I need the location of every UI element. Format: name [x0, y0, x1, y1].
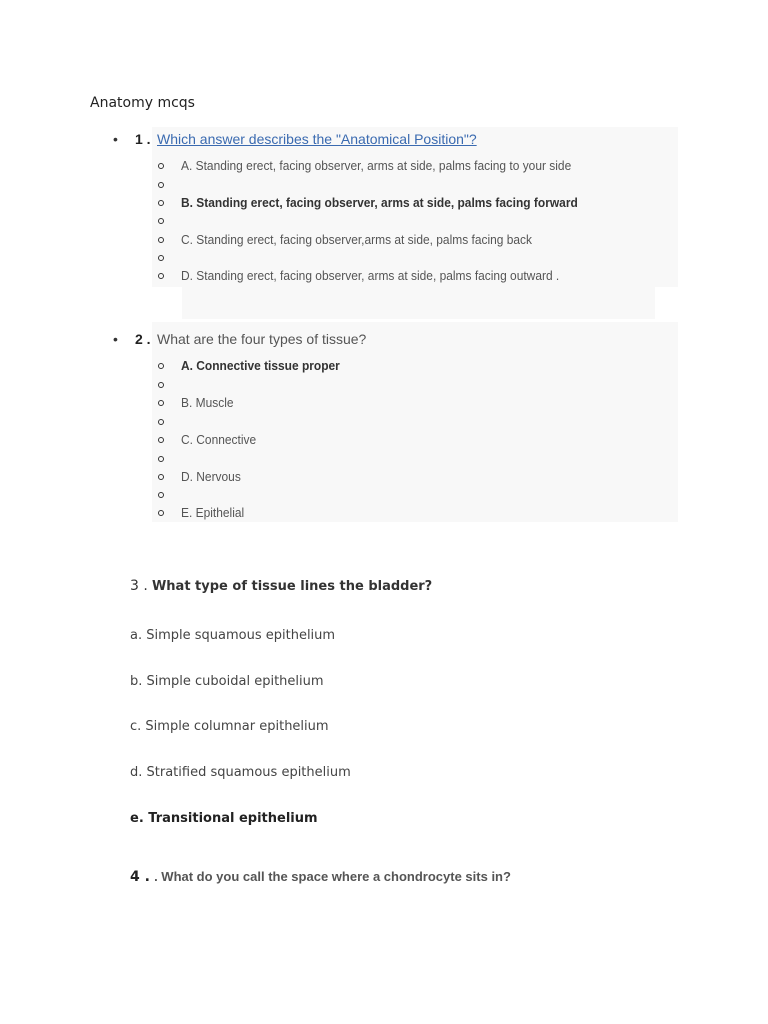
list-circle-icon — [158, 163, 164, 169]
list-circle-icon — [158, 363, 164, 369]
list-circle-icon — [158, 456, 164, 462]
q3-question: What type of tissue lines the bladder? — [151, 579, 433, 594]
q4-heading — [130, 869, 511, 885]
list-circle-icon — [158, 200, 164, 206]
q1-answer-panel-extension — [182, 287, 655, 319]
q2-option-a: A. Connective tissue proper — [181, 358, 340, 373]
list-circle-icon — [158, 419, 164, 425]
q1-option-c: C. Standing erect, facing observer,arms at side, palms facing back — [181, 232, 533, 247]
q2-number: 2 . — [135, 331, 151, 347]
list-circle-icon — [158, 400, 164, 406]
q3-option-c: c. Simple columnar epithelium — [130, 719, 329, 734]
q1-option-a: A. Standing erect, facing observer, arms at side, palms facing to your side — [181, 158, 572, 173]
list-circle-icon — [158, 182, 164, 188]
document-title: Anatomy mcqs — [90, 95, 195, 111]
q2-option-b: B. Muscle — [181, 395, 234, 410]
list-circle-icon — [158, 492, 164, 498]
q3-option-e: e. Transitional epithelium — [130, 811, 318, 826]
q2-answer-panel — [152, 322, 678, 522]
q3-number: 3 . — [130, 578, 148, 594]
q1-bullet: • — [113, 131, 118, 147]
list-circle-icon — [158, 437, 164, 443]
q1-option-d: D. Standing erect, facing observer, arms at side, palms facing outward . — [181, 268, 560, 283]
list-circle-icon — [158, 474, 164, 480]
q3-option-d: d. Stratified squamous epithelium — [130, 765, 351, 780]
q3-heading — [130, 578, 432, 594]
q2-question: What are the four types of tissue? — [157, 331, 367, 347]
list-circle-icon — [158, 510, 164, 516]
q2-option-c: C. Connective — [181, 432, 257, 447]
list-circle-icon — [158, 255, 164, 261]
list-circle-icon — [158, 382, 164, 388]
q2-option-e: E. Epithelial — [181, 505, 245, 520]
q1-number: 1 . — [135, 131, 151, 147]
q3-option-b: b. Simple cuboidal epithelium — [130, 674, 324, 689]
list-circle-icon — [158, 218, 164, 224]
q4-question: . What do you call the space where a chondrocyte sits in? — [154, 869, 511, 884]
q2-bullet: • — [113, 331, 118, 347]
q1-option-b: B. Standing erect, facing observer, arms at side, palms facing forward — [181, 195, 578, 210]
list-circle-icon — [158, 273, 164, 279]
q2-option-d: D. Nervous — [181, 469, 241, 484]
list-circle-icon — [158, 237, 164, 243]
q4-number: 4 . — [130, 869, 150, 885]
q3-option-a: a. Simple squamous epithelium — [130, 628, 336, 643]
q1-question-link[interactable]: Which answer describes the "Anatomical Position"? — [157, 131, 477, 147]
